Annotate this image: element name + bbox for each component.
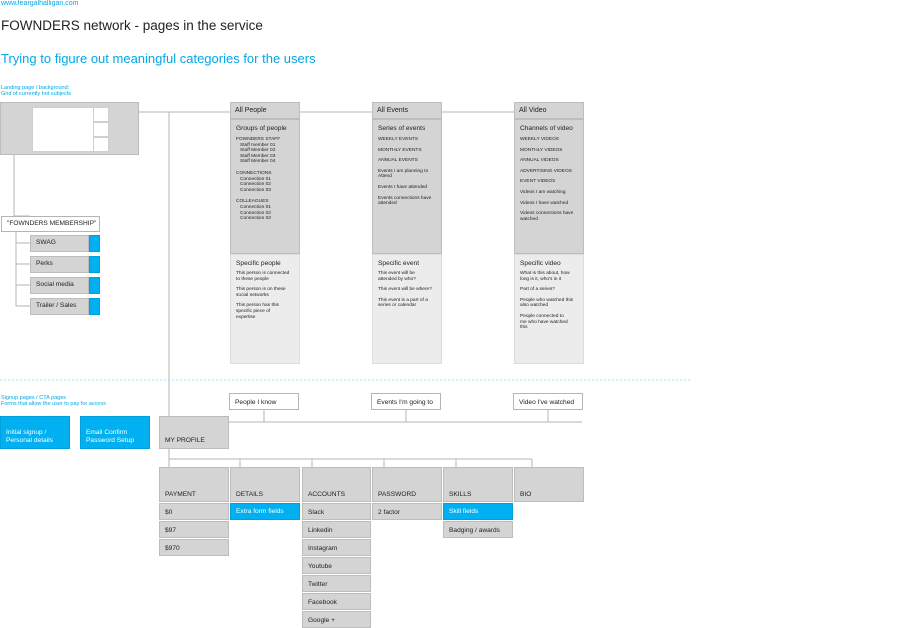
specific-block — [378, 298, 436, 309]
specific-block — [520, 271, 578, 282]
profile-section-head[interactable]: DETAILS — [230, 467, 300, 502]
specific-panel — [372, 254, 442, 364]
specific-line: expertise — [236, 314, 256, 320]
specific-line: People connected to — [520, 313, 564, 319]
group-line: WEEKLY EVENTS — [378, 137, 419, 142]
group-line: Attend — [378, 174, 392, 180]
group-line: MONTHLY VIDEOS — [520, 147, 563, 153]
specific-title: Specific event — [378, 260, 420, 267]
my-profile-box[interactable]: MY PROFILE — [159, 416, 229, 449]
group-line: Connection 03 — [236, 216, 271, 222]
group-line: Staff member 01 — [236, 142, 276, 148]
page-title: FOWNDERS network - pages in the service — [1, 18, 263, 33]
group-block — [378, 158, 436, 164]
group-block — [378, 148, 436, 154]
membership-item-trailer[interactable]: Trailer / Sales — [30, 298, 100, 315]
group-line: Connection 01 — [236, 176, 271, 182]
profile-section-head[interactable]: PASSWORD — [372, 467, 442, 502]
specific-line: long is it, who's in it — [520, 276, 562, 282]
accent-tab — [89, 235, 100, 252]
profile-item[interactable]: Skill fields — [443, 503, 513, 520]
initial-signup-button[interactable]: Initial signup / Personal details — [0, 416, 70, 449]
group-line: Staff Member 02 — [236, 148, 276, 154]
group-line: Events connections have — [378, 195, 432, 201]
specific-block — [378, 271, 436, 282]
group-line: Staff Member 04 — [236, 159, 276, 165]
group-block — [520, 190, 578, 196]
specific-line: What is this about, how — [520, 271, 570, 276]
profile-item[interactable]: $0 — [159, 503, 229, 520]
specific-line: me who have watched — [520, 319, 568, 325]
specific-line: This person has this — [236, 303, 279, 309]
membership-item-perks[interactable]: Perks — [30, 256, 100, 273]
group-line: Connection 02 — [236, 210, 271, 216]
profile-item[interactable]: Twitter — [302, 575, 371, 592]
group-line: attended — [378, 201, 397, 207]
group-block — [236, 171, 294, 193]
membership-title: "FOWNDERS MEMBERSHIP" — [1, 216, 100, 232]
groups-title: Channels of video — [520, 125, 573, 132]
group-line: ANNUAL EVENTS — [378, 158, 418, 164]
email-confirm-button[interactable]: Email Confirm Password Setup — [80, 416, 150, 449]
landing-wireframe — [0, 102, 139, 155]
group-line: FOWNDERS STAFF — [236, 137, 281, 142]
specific-line: specific piece of — [236, 308, 271, 314]
specific-block — [236, 303, 294, 320]
specific-line: This person is on these — [236, 287, 286, 293]
specific-panel — [514, 254, 584, 364]
group-block — [378, 169, 436, 180]
bottom-link[interactable]: People I know — [229, 393, 299, 410]
thumb-3 — [93, 137, 109, 152]
hero-panel — [32, 107, 94, 152]
specific-line: This event is a part of a — [378, 297, 428, 303]
groups-panel — [514, 119, 584, 254]
membership-item-swag[interactable]: SWAG — [30, 235, 100, 252]
specific-line: This event will be where? — [378, 287, 432, 293]
specific-block — [520, 298, 578, 309]
group-line: COLLEAGUES — [236, 199, 269, 205]
group-block — [520, 169, 578, 175]
specific-title: Specific video — [520, 260, 561, 267]
specific-line: People who watched this — [520, 297, 574, 303]
profile-item[interactable]: Slack — [302, 503, 371, 520]
column-head[interactable]: All Events — [372, 102, 442, 119]
group-line: Videos I have watched — [520, 200, 569, 206]
specific-block — [378, 287, 436, 293]
specific-title: Specific people — [236, 260, 281, 267]
profile-item[interactable]: Extra form fields — [230, 503, 300, 520]
group-line: ADVERTISING VIDEOS — [520, 168, 572, 174]
profile-section-head[interactable]: SKILLS — [443, 467, 513, 502]
group-block — [378, 185, 436, 191]
group-line: watched — [520, 216, 538, 222]
membership-item-social[interactable]: Social media — [30, 277, 100, 294]
group-line: Videos connections have — [520, 211, 574, 217]
site-url: www.feargalhalligan.com — [1, 0, 79, 7]
group-block — [520, 148, 578, 154]
group-line: CONNECTIONS — [236, 170, 272, 176]
group-block — [378, 196, 436, 207]
group-block — [378, 137, 436, 143]
group-line: Connection 02 — [236, 182, 271, 188]
profile-section-head[interactable]: BIO — [514, 467, 584, 502]
specific-block — [520, 287, 578, 293]
profile-section-head[interactable]: ACCOUNTS — [302, 467, 371, 502]
groups-panel — [372, 119, 442, 254]
page-subtitle: Trying to figure out meaningful categories for the users — [1, 51, 316, 66]
accent-tab — [89, 277, 100, 294]
profile-item[interactable]: $970 — [159, 539, 229, 556]
group-line: Connection 03 — [236, 187, 271, 193]
group-line: Staff Member 03 — [236, 153, 276, 159]
specific-panel — [230, 254, 300, 364]
thumb-2 — [93, 122, 109, 137]
group-block — [520, 158, 578, 164]
group-line: Events I am planning to — [378, 168, 429, 174]
profile-item[interactable]: Badging / awards — [443, 521, 513, 538]
specific-block — [236, 271, 294, 282]
specific-block — [236, 287, 294, 298]
group-block — [520, 211, 578, 222]
group-block — [520, 137, 578, 143]
group-line: Events I have attended — [378, 184, 428, 190]
specific-line: attended by who? — [378, 276, 416, 282]
group-line: EVENT VIDEOS — [520, 179, 556, 185]
specific-line: series or calendar — [378, 303, 417, 309]
specific-line: This event will be — [378, 271, 415, 276]
column-head[interactable]: All People — [230, 102, 300, 119]
bottom-link[interactable]: Video I've watched — [513, 393, 583, 410]
profile-item[interactable]: Instagram — [302, 539, 371, 556]
accent-tab — [89, 256, 100, 273]
group-line: MONTHLY EVENTS — [378, 147, 422, 153]
group-line: Videos I am watching — [520, 189, 566, 195]
column-head[interactable]: All Video — [514, 102, 584, 119]
group-block — [236, 199, 294, 221]
groups-title: Groups of people — [236, 125, 287, 132]
profile-item[interactable]: Facebook — [302, 593, 371, 610]
profile-item[interactable]: $97 — [159, 521, 229, 538]
group-block — [236, 137, 294, 165]
profile-section-head[interactable]: PAYMENT — [159, 467, 229, 502]
profile-item[interactable]: Youtube — [302, 557, 371, 574]
specific-line: This person is connected — [236, 271, 290, 276]
specific-block — [520, 314, 578, 331]
thumb-1 — [93, 107, 109, 122]
signup-label: Signup pages / CTA pages Forms that allow the user to pay for access — [1, 395, 106, 407]
accent-tab — [89, 298, 100, 315]
group-line: ANNUAL VIDEOS — [520, 158, 559, 164]
group-block — [520, 201, 578, 207]
specific-line: to these people — [236, 276, 269, 282]
group-block — [520, 179, 578, 185]
bottom-link[interactable]: Events I'm going to — [371, 393, 441, 410]
specific-line: social networks — [236, 292, 269, 298]
specific-line: this — [520, 325, 528, 331]
profile-item[interactable]: Google + — [302, 611, 371, 628]
landing-label: Landing page / background: Grid of currently hot subjects — [1, 85, 72, 97]
groups-title: Series of events — [378, 125, 426, 132]
group-line: Connection 01 — [236, 204, 271, 210]
groups-panel — [230, 119, 300, 254]
specific-line: also watched — [520, 303, 548, 309]
profile-item[interactable]: Linkedin — [302, 521, 371, 538]
group-line: WEEKLY VIDEOS — [520, 137, 560, 142]
specific-line: Part of a series? — [520, 287, 555, 293]
profile-item[interactable]: 2 factor — [372, 503, 442, 520]
